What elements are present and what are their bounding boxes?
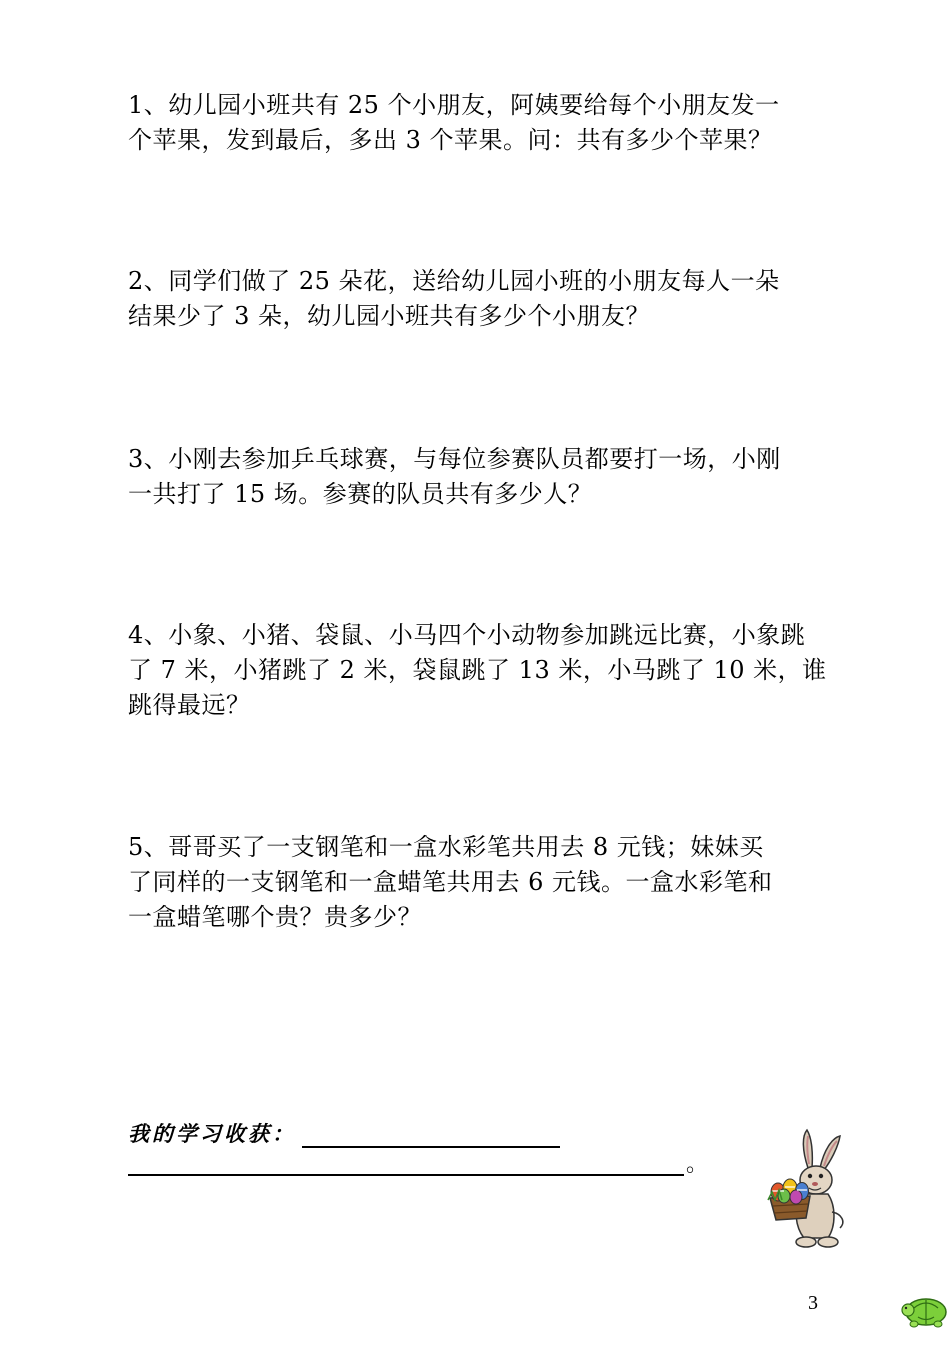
green-turtle-icon <box>900 1290 950 1334</box>
question-5-line-2: 了同样的一支钢笔和一盒蜡笔共用去 6 元钱。一盒水彩笔和 <box>128 868 773 896</box>
harvest-end-mark: 。 <box>686 1152 709 1177</box>
harvest-label: 我的学习收获： <box>128 1121 296 1146</box>
page-number: 3 <box>808 1292 818 1314</box>
question-3 <box>128 442 828 512</box>
question-4-line-3: 跳得最远？ <box>128 691 251 719</box>
question-5-line-1: 5、哥哥买了一支钢笔和一盒水彩笔共用去 8 元钱；妹妹买 <box>128 833 764 861</box>
question-2-line-2: 结果少了 3 朵，幼儿园小班共有多少个小朋友？ <box>128 302 651 330</box>
question-5 <box>128 830 828 935</box>
question-1-line-2: 个苹果，发到最后，多出 3 个苹果。问：共有多少个苹果？ <box>128 126 773 154</box>
harvest-answer-blank-1[interactable] <box>302 1122 560 1148</box>
question-1-line-1: 1、幼儿园小班共有 25 个小朋友，阿姨要给每个小朋友发一 <box>128 91 780 119</box>
question-4 <box>128 618 828 723</box>
question-3-line-1: 3、小刚去参加乒乓球赛，与每位参赛队员都要打一场，小刚 <box>128 445 781 473</box>
harvest-answer-blank-2[interactable] <box>128 1150 684 1176</box>
question-2 <box>128 264 828 334</box>
question-3-line-2: 一共打了 15 场。参赛的队员共有多少人？ <box>128 480 593 508</box>
rabbit-with-easter-eggs-icon <box>762 1128 854 1256</box>
harvest-section <box>128 1118 560 1148</box>
question-4-line-2: 了 7 米，小猪跳了 2 米，袋鼠跳了 13 米，小马跳了 10 米，谁 <box>128 656 827 684</box>
question-4-line-1: 4、小象、小猪、袋鼠、小马四个小动物参加跳远比赛，小象跳 <box>128 621 806 649</box>
harvest-section-line-2 <box>128 1150 708 1176</box>
question-1 <box>128 88 828 158</box>
question-2-line-1: 2、同学们做了 25 朵花，送给幼儿园小班的小朋友每人一朵 <box>128 267 780 295</box>
question-5-line-3: 一盒蜡笔哪个贵？贵多少？ <box>128 903 422 931</box>
